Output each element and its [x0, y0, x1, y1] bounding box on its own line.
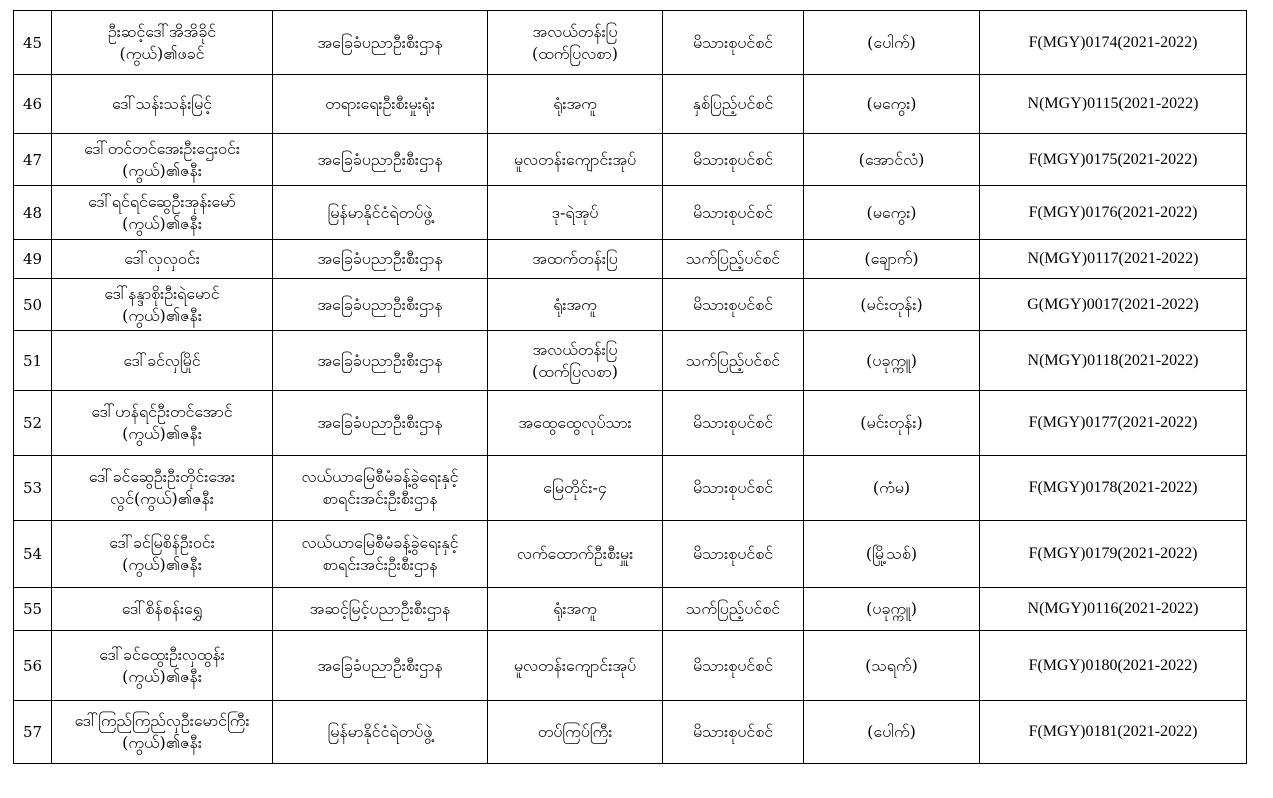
department-cell: [273, 11, 488, 75]
person-name-line: ဒေါ်ခင်ထွေးဦးလှထွန်း: [99, 644, 225, 664]
pension-type-cell: [663, 631, 804, 701]
table-row: [14, 701, 1247, 764]
pension-type-cell: [663, 11, 804, 75]
table-row: [14, 11, 1247, 75]
row-number-text: 52: [22, 414, 43, 432]
person-name-cell: [52, 331, 273, 391]
pension-type-cell: [663, 456, 804, 521]
table-row: [14, 331, 1247, 391]
department-cell: [273, 186, 488, 240]
department-cell: [273, 134, 488, 186]
person-name-line: (ကွယ်)၏ဇနီး: [122, 424, 202, 443]
township-text: (ချောက်): [864, 249, 919, 268]
record-code-text: G(MGY)0017(2021-2022): [1027, 295, 1199, 313]
pension-type-text: သက်ပြည့်ပင်စင်: [685, 249, 781, 268]
person-name-line: (ကွယ်)၏ဇနီး: [122, 733, 202, 752]
person-name-line: ဒေါ်စိန်စန်းရွှေ: [121, 599, 203, 618]
row-number-cell: [14, 134, 52, 186]
pension-type-cell: [663, 701, 804, 764]
row-number-text: 48: [22, 203, 43, 222]
township-cell: [804, 134, 980, 186]
row-number-cell: [14, 75, 52, 134]
department-line: အခြေခံပညာဦးစီးဌာန: [317, 249, 443, 268]
position-cell: [488, 456, 663, 521]
township-text: (ပခုက္ကူ): [866, 350, 917, 370]
record-code-cell: [980, 11, 1247, 75]
position-line: ရုံးအကူ: [553, 94, 597, 113]
row-number-text: 54: [22, 545, 43, 563]
township-cell: [804, 391, 980, 456]
department-cell: [273, 588, 488, 631]
row-number-text: 51: [22, 351, 43, 370]
row-number-cell: [14, 331, 52, 391]
row-number-cell: [14, 391, 52, 456]
row-number-text: 56: [22, 656, 43, 675]
record-code-text: F(MGY)0178(2021-2022): [1028, 479, 1198, 496]
row-number-text: 45: [22, 33, 43, 52]
township-cell: [804, 631, 980, 701]
township-cell: [804, 588, 980, 631]
record-code-text: N(MGY)0118(2021-2022): [1027, 351, 1199, 369]
record-code-cell: [980, 134, 1247, 186]
pension-type-text: မိသားစုပင်စင်: [692, 478, 774, 497]
department-line: အခြေခံပညာဦးစီးဌာန: [317, 149, 443, 169]
person-name-cell: [52, 701, 273, 764]
record-code-cell: [980, 75, 1247, 134]
township-text: (ပခုက္ကူ): [866, 599, 917, 618]
record-code-text: F(MGY)0179(2021-2022): [1028, 545, 1198, 562]
pension-type-cell: [663, 186, 804, 240]
pension-type-text: မိသားစုပင်စင်: [692, 544, 774, 563]
department-cell: [273, 456, 488, 521]
township-text: (ပေါက်): [867, 722, 916, 741]
record-code-cell: [980, 186, 1247, 240]
row-number-text: 50: [22, 295, 43, 314]
township-text: (မင်းတုန်း): [860, 294, 923, 314]
person-name-line: ဒေါ်ခင်လှမြိုင်: [123, 350, 201, 370]
township-text: (သရက်): [865, 655, 918, 675]
position-line: (ထက်ပြလစာ): [532, 43, 618, 63]
township-cell: [804, 701, 980, 764]
position-line: ရုံးအကူ: [553, 599, 597, 618]
township-cell: [804, 11, 980, 75]
department-line: အခြေခံပညာဦးစီးဌာန: [317, 350, 443, 370]
pension-type-text: မိသားစုပင်စင်: [692, 32, 774, 52]
table-row: [14, 75, 1247, 134]
department-line: လယ်ယာမြေစီမံခန့်ခွဲရေးနှင့်: [301, 467, 459, 486]
person-name-cell: [52, 279, 273, 331]
record-code-text: N(MGY)0117(2021-2022): [1027, 250, 1199, 267]
pension-type-text: မိသားစုပင်စင်: [692, 202, 774, 222]
row-number-text: 47: [22, 150, 43, 169]
township-text: (ကံမ): [872, 478, 911, 497]
department-line: မြန်မာနိုင်ငံရဲတပ်ဖွဲ့: [327, 202, 433, 222]
position-line: ဒု-ရဲအုပ်: [551, 202, 599, 222]
person-name-cell: [52, 240, 273, 279]
pension-type-text: မိသားစုပင်စင်: [692, 722, 774, 741]
position-line: အထွေထွေလုပ်သား: [518, 413, 632, 432]
township-text: (မကွေး): [866, 202, 917, 222]
position-cell: [488, 521, 663, 588]
person-name-cell: [52, 134, 273, 186]
department-cell: [273, 391, 488, 456]
record-code-text: F(MGY)0181(2021-2022): [1028, 723, 1198, 740]
person-name-line: ဒေါ်ခင်မြစိန်ဦးဝင်း: [109, 533, 215, 552]
person-name-cell: [52, 75, 273, 134]
record-code-text: F(MGY)0180(2021-2022): [1028, 656, 1198, 674]
record-code-text: F(MGY)0177(2021-2022): [1028, 414, 1198, 431]
township-cell: [804, 186, 980, 240]
record-code-cell: [980, 279, 1247, 331]
person-name-line: (ကွယ်)၏ဇနီး: [122, 666, 202, 686]
table-body: [14, 11, 1247, 764]
table-row: [14, 391, 1247, 456]
position-line: တပ်ကြပ်ကြီး: [537, 722, 613, 741]
township-text: (မြို့သစ်): [865, 544, 918, 563]
table-row: [14, 588, 1247, 631]
department-cell: [273, 631, 488, 701]
person-name-cell: [52, 186, 273, 240]
row-number-cell: [14, 521, 52, 588]
person-name-cell: [52, 456, 273, 521]
record-code-cell: [980, 391, 1247, 456]
pension-type-text: မိသားစုပင်စင်: [692, 149, 774, 169]
table-row: [14, 186, 1247, 240]
person-name-cell: [52, 588, 273, 631]
department-line: စာရင်းအင်းဦးစီးဌာန: [322, 555, 438, 574]
record-code-cell: [980, 631, 1247, 701]
pension-type-text: မိသားစုပင်စင်: [692, 413, 774, 432]
person-name-line: (ကွယ်)၏ဇနီး: [122, 160, 202, 180]
position-line: (ထက်ပြလစာ): [532, 361, 618, 381]
person-name-line: ဒေါ်ရင်ရင်ဆွေဦးအုန်းမော်: [88, 191, 236, 211]
record-code-text: N(MGY)0116(2021-2022): [1027, 600, 1199, 617]
person-name-line: ဒေါ်ဟန်ရင်ဦးတင်အောင်: [91, 402, 233, 421]
position-line: အလယ်တန်းပြ: [532, 339, 618, 359]
person-name-line: (ကွယ်)၏ဖခင်: [119, 43, 205, 63]
township-cell: [804, 75, 980, 134]
department-cell: [273, 279, 488, 331]
row-number-text: 55: [22, 600, 43, 618]
table-row: [14, 279, 1247, 331]
record-code-cell: [980, 456, 1247, 521]
row-number-cell: [14, 240, 52, 279]
township-cell: [804, 456, 980, 521]
township-cell: [804, 279, 980, 331]
row-number-text: 57: [22, 723, 43, 741]
position-cell: [488, 631, 663, 701]
department-line: အခြေခံပညာဦးစီးဌာန: [317, 32, 443, 52]
department-line: အခြေခံပညာဦးစီးဌာန: [317, 294, 443, 314]
department-line: အဆင့်မြင့်ပညာဦးစီးဌာန: [309, 599, 451, 618]
table-row: [14, 521, 1247, 588]
department-line: အခြေခံပညာဦးစီးဌာန: [317, 655, 443, 675]
record-code-cell: [980, 331, 1247, 391]
pension-type-cell: [663, 240, 804, 279]
record-code-cell: [980, 701, 1247, 764]
position-cell: [488, 11, 663, 75]
pension-table: [13, 10, 1247, 764]
position-cell: [488, 701, 663, 764]
record-code-text: N(MGY)0115(2021-2022): [1027, 95, 1199, 112]
department-cell: [273, 75, 488, 134]
record-code-cell: [980, 240, 1247, 279]
position-cell: [488, 240, 663, 279]
pension-type-cell: [663, 75, 804, 134]
record-code-text: F(MGY)0174(2021-2022): [1028, 33, 1198, 51]
pension-type-cell: [663, 521, 804, 588]
row-number-cell: [14, 11, 52, 75]
department-cell: [273, 331, 488, 391]
person-name-cell: [52, 11, 273, 75]
record-code-text: F(MGY)0176(2021-2022): [1028, 203, 1198, 221]
pension-type-cell: [663, 279, 804, 331]
row-number-text: 46: [22, 95, 43, 113]
position-cell: [488, 588, 663, 631]
department-line: မြန်မာနိုင်ငံရဲတပ်ဖွဲ့: [327, 722, 433, 741]
table-row: [14, 631, 1247, 701]
person-name-cell: [52, 521, 273, 588]
pension-type-cell: [663, 588, 804, 631]
row-number-cell: [14, 279, 52, 331]
table-row: [14, 240, 1247, 279]
person-name-line: (ကွယ်)၏ဇနီး: [122, 555, 202, 574]
position-cell: [488, 75, 663, 134]
row-number-cell: [14, 631, 52, 701]
position-cell: [488, 391, 663, 456]
person-name-line: ဒေါ်ခင်ဆွေဦးဦးတိုင်းအေး: [88, 467, 236, 486]
township-cell: [804, 331, 980, 391]
row-number-cell: [14, 701, 52, 764]
position-cell: [488, 186, 663, 240]
person-name-line: ဦးဆင့်ဒေါ်အိအိခိုင်: [107, 21, 217, 41]
person-name-line: လွင်(ကွယ်)၏ဇနီး: [110, 489, 214, 508]
person-name-line: (ကွယ်)၏ဇနီး: [122, 213, 202, 233]
township-cell: [804, 240, 980, 279]
position-line: မြေတိုင်း-၄: [543, 478, 607, 497]
position-cell: [488, 134, 663, 186]
position-cell: [488, 331, 663, 391]
department-line: လယ်ယာမြေစီမံခန့်ခွဲရေးနှင့်: [301, 533, 459, 552]
pension-type-text: နှစ်ပြည့်ပင်စင်: [692, 94, 774, 113]
township-cell: [804, 521, 980, 588]
department-line: အခြေခံပညာဦးစီးဌာန: [317, 413, 443, 432]
row-number-text: 49: [22, 250, 43, 268]
record-code-cell: [980, 588, 1247, 631]
pension-type-text: သက်ပြည့်ပင်စင်: [685, 350, 781, 370]
pension-type-text: မိသားစုပင်စင်: [692, 655, 774, 675]
department-cell: [273, 701, 488, 764]
person-name-cell: [52, 631, 273, 701]
position-line: လက်ထောက်ဦးစီးမှူး: [516, 544, 634, 563]
position-line: အထက်တန်းပြ: [532, 249, 618, 268]
pension-type-text: သက်ပြည့်ပင်စင်: [685, 599, 781, 618]
person-name-line: ဒေါ်ကြည်ကြည်လှဦးမောင်ကြီး: [74, 711, 250, 730]
position-line: ရုံးအကူ: [553, 294, 597, 314]
township-text: (မင်းတုန်း): [860, 413, 923, 432]
township-text: (အောင်လံ): [858, 149, 925, 169]
township-text: (ပေါက်): [867, 32, 916, 52]
person-name-cell: [52, 391, 273, 456]
row-number-cell: [14, 456, 52, 521]
department-line: စာရင်းအင်းဦးစီးဌာန: [322, 489, 438, 508]
department-line: တရားရေးဦးစီးမှုးရုံး: [325, 94, 435, 113]
person-name-line: ဒေါ်သန်းသန်းမြင့်: [112, 94, 212, 113]
position-line: အလယ်တန်းပြ: [532, 21, 618, 41]
table-row: [14, 456, 1247, 521]
record-code-cell: [980, 521, 1247, 588]
table-row: [14, 134, 1247, 186]
row-number-cell: [14, 186, 52, 240]
township-text: (မကွေး): [866, 94, 917, 113]
pension-type-cell: [663, 134, 804, 186]
department-cell: [273, 240, 488, 279]
person-name-line: ဒေါ်တင်တင်အေးဦးဌေးဝင်း: [84, 138, 240, 158]
position-cell: [488, 279, 663, 331]
department-cell: [273, 521, 488, 588]
pension-type-cell: [663, 391, 804, 456]
position-line: မူလတန်းကျောင်းအုပ်: [513, 149, 637, 169]
row-number-text: 53: [22, 479, 43, 497]
person-name-line: ဒေါ်လှလှဝင်း: [124, 249, 200, 268]
pension-type-cell: [663, 331, 804, 391]
record-code-text: F(MGY)0175(2021-2022): [1028, 150, 1198, 168]
person-name-line: (ကွယ်)၏ဇနီး: [122, 305, 202, 325]
person-name-line: ဒေါ်နန္ဒာစိုးဦးရဲမောင်: [104, 283, 220, 303]
position-line: မူလတန်းကျောင်းအုပ်: [513, 655, 637, 675]
pension-type-text: မိသားစုပင်စင်: [692, 294, 774, 314]
row-number-cell: [14, 588, 52, 631]
